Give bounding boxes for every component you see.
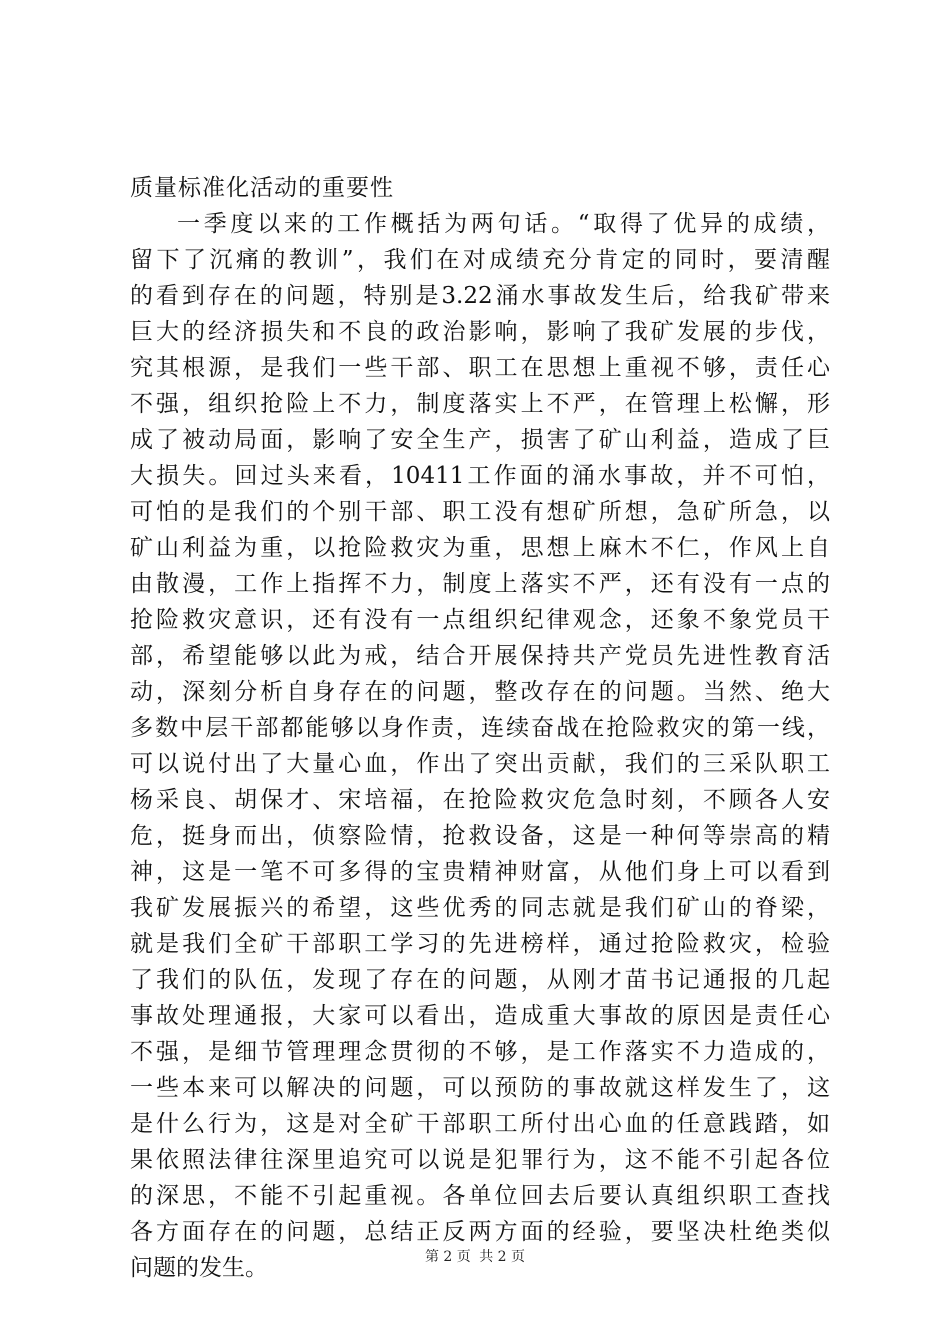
page-number: 第 2 页 xyxy=(424,1249,471,1265)
paragraph-line: 的深思，不能不引起重视。各单位回去后要认真组织职工查找 xyxy=(130,1183,830,1209)
paragraph-line: 一些本来可以解决的问题，可以预防的事故就这样发生了，这 xyxy=(130,1075,830,1101)
paragraph-line: 各方面存在的问题，总结正反两方面的经验，要坚决杜绝类似 xyxy=(130,1219,830,1245)
paragraph-line: 果依照法律往深里追究可以说是犯罪行为，这不能不引起各位 xyxy=(130,1147,830,1173)
paragraph-line: 不强，组织抢险上不力，制度落实上不严，在管理上松懈，形 xyxy=(130,391,830,417)
paragraph-line: 动，深刻分析自身存在的问题，整改存在的问题。当然、绝大 xyxy=(130,679,830,705)
paragraph-line: 神，这是一笔不可多得的宝贵精神财富，从他们身上可以看到 xyxy=(130,859,830,885)
paragraph-line: 究其根源，是我们一些干部、职工在思想上重视不够，责任心 xyxy=(130,355,830,381)
paragraph-line: 的看到存在的问题，特别是3.22涌水事故发生后，给我矿带来 xyxy=(130,283,830,309)
document-body xyxy=(130,170,830,1286)
paragraph-line: 成了被动局面，影响了安全生产，损害了矿山利益，造成了巨 xyxy=(130,427,830,453)
paragraph-line: 是什么行为，这是对全矿干部职工所付出心血的任意践踏，如 xyxy=(130,1111,830,1137)
paragraph-line: 就是我们全矿干部职工学习的先进榜样，通过抢险救灾，检验 xyxy=(130,931,830,957)
paragraph-line: 我矿发展振兴的希望，这些优秀的同志就是我们矿山的脊梁， xyxy=(130,895,830,921)
paragraph-line: 抢险救灾意识，还有没有一点组织纪律观念，还象不象党员干 xyxy=(130,607,830,633)
paragraph-line: 可以说付出了大量心血，作出了突出贡献，我们的三采队职工 xyxy=(130,751,830,777)
page-footer xyxy=(0,1248,950,1266)
document-heading: 质量标准化活动的重要性 xyxy=(130,175,394,201)
paragraph-line: 部，希望能够以此为戒，结合开展保持共产党员先进性教育活 xyxy=(130,643,830,669)
paragraph-line: 巨大的经济损失和不良的政治影响，影响了我矿发展的步伐， xyxy=(130,319,830,345)
paragraph-line: 危，挺身而出，侦察险情，抢救设备，这是一种何等崇高的精 xyxy=(130,823,830,849)
page-total: 共 2 页 xyxy=(479,1249,526,1265)
paragraph-line: 杨采良、胡保才、宋培福，在抢险救灾危急时刻，不顾各人安 xyxy=(130,787,830,813)
paragraph-line: 问题的发生。 xyxy=(130,1255,268,1281)
paragraph-line: 一季度以来的工作概括为两句话。“取得了优异的成绩， xyxy=(177,211,830,237)
paragraph-line: 不强，是细节管理理念贯彻的不够，是工作落实不力造成的， xyxy=(130,1039,830,1065)
paragraph-line: 由散漫，工作上指挥不力，制度上落实不严，还有没有一点的 xyxy=(130,571,830,597)
paragraph-line: 留下了沉痛的教训”，我们在对成绩充分肯定的同时，要清醒 xyxy=(130,247,830,273)
paragraph-line: 事故处理通报，大家可以看出，造成重大事故的原因是责任心 xyxy=(130,1003,830,1029)
paragraph-line: 大损失。回过头来看，10411工作面的涌水事故，并不可怕， xyxy=(130,463,830,489)
body-paragraph xyxy=(130,206,830,1286)
paragraph-line: 可怕的是我们的个别干部、职工没有想矿所想，急矿所急，以 xyxy=(130,499,830,525)
paragraph-line: 了我们的队伍，发现了存在的问题，从刚才苗书记通报的几起 xyxy=(130,967,830,993)
paragraph-line: 多数中层干部都能够以身作责，连续奋战在抢险救灾的第一线， xyxy=(130,715,830,741)
paragraph-line: 矿山利益为重，以抢险救灾为重，思想上麻木不仁，作风上自 xyxy=(130,535,830,561)
